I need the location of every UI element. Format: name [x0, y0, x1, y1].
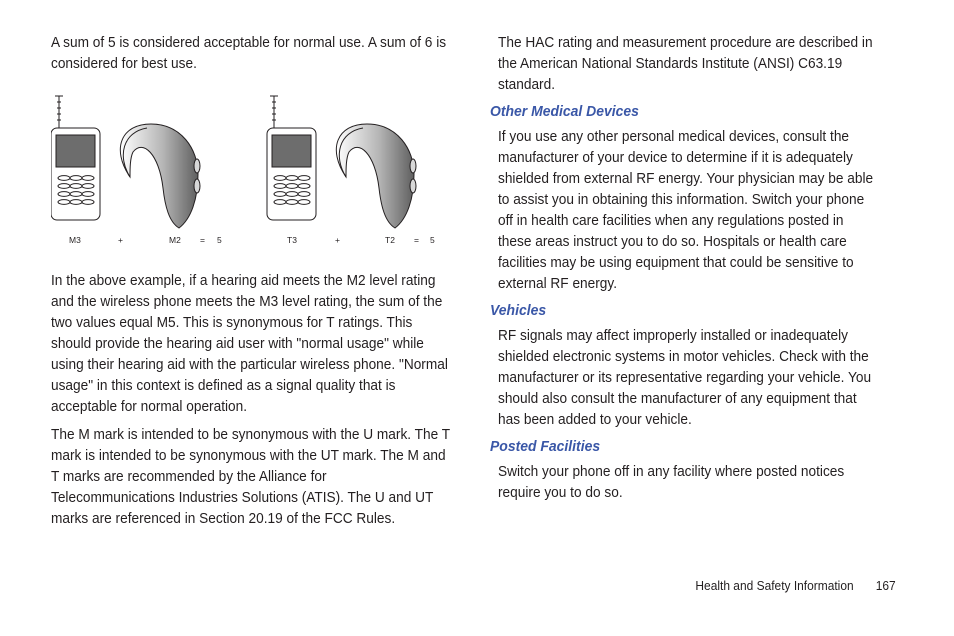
sum-value-2: 5 [430, 235, 435, 245]
aid-rating-label-1: M2 [169, 235, 181, 245]
hac-figure-svg [51, 94, 451, 254]
hac-paragraph: The HAC rating and measurement procedure are described in the American National Standards Institute (ANSI) C63.19 standard. [498, 34, 873, 93]
phone-illustration-1 [51, 96, 100, 220]
section-body-other-medical-devices: If you use any other personal medical devices, consult the manufacturer of your device to determine if it is adequately shielded from external RF energy. Your physician may be able to assist you in obtaining this information. Switch your phone off in health care facilities when any regulations posted in these areas instruct you to do so. Hospitals or health care facilities may be using equipment that could be sensitive to external RF energy. [498, 128, 874, 292]
plus-sign-1: + [118, 235, 123, 245]
sum-value-1: 5 [217, 235, 222, 245]
right-column [490, 32, 902, 510]
phone-rating-label-2: T3 [287, 235, 297, 245]
phone-rating-label-1: M3 [69, 235, 81, 245]
equals-sign-2: = [414, 235, 419, 245]
equals-sign-1: = [200, 235, 205, 245]
marks-paragraph: The M mark is intended to be synonymous with the U mark. The T mark is intended to be synonymous with the UT mark. The M and T marks are recommended by the Alliance for Telecommunications Industries Solutions (ATIS). The U and UT marks are referenced in Section 20.19 of the FCC Rules. [51, 426, 450, 527]
plus-sign-2: + [335, 235, 340, 245]
section-heading-other-medical-devices: Other Medical Devices [490, 103, 639, 120]
intro-paragraph: A sum of 5 is considered acceptable for normal use. A sum of 6 is considered for best use. [51, 34, 447, 72]
hearing-aid-illustration-1 [120, 124, 200, 228]
left-column [51, 32, 451, 536]
hearing-aid-illustration-2 [336, 124, 416, 228]
section-body-vehicles: RF signals may affect improperly installed or inadequately shielded electronic systems in motor vehicles. Check with the manufacturer or its representative regarding your vehicle. You should also consult the manufacturer of any equipment that has been added to your vehicle. [498, 327, 872, 428]
footer-section-title: Health and Safety Information [695, 578, 854, 593]
example-paragraph: In the above example, if a hearing aid meets the M2 level rating and the wireless phone meets the M3 level rating, the sum of the two values equal M5. This is synonymous for T ratings. This should provide the hearing aid user with "normal usage" while using their hearing aid with the particular wireless phone. "Normal usage" in this context is defined as a signal quality that is acceptable for normal operation. [51, 272, 448, 415]
section-heading-vehicles: Vehicles [490, 302, 547, 319]
phone-illustration-2 [267, 96, 316, 220]
section-body-posted-facilities: Switch your phone off in any facility where posted notices require you to do so. [498, 463, 845, 501]
hac-rating-figure [51, 94, 451, 254]
page-footer [696, 578, 896, 593]
page-number: 167 [876, 578, 896, 593]
section-heading-posted-facilities: Posted Facilities [490, 438, 601, 455]
aid-rating-label-2: T2 [385, 235, 395, 245]
